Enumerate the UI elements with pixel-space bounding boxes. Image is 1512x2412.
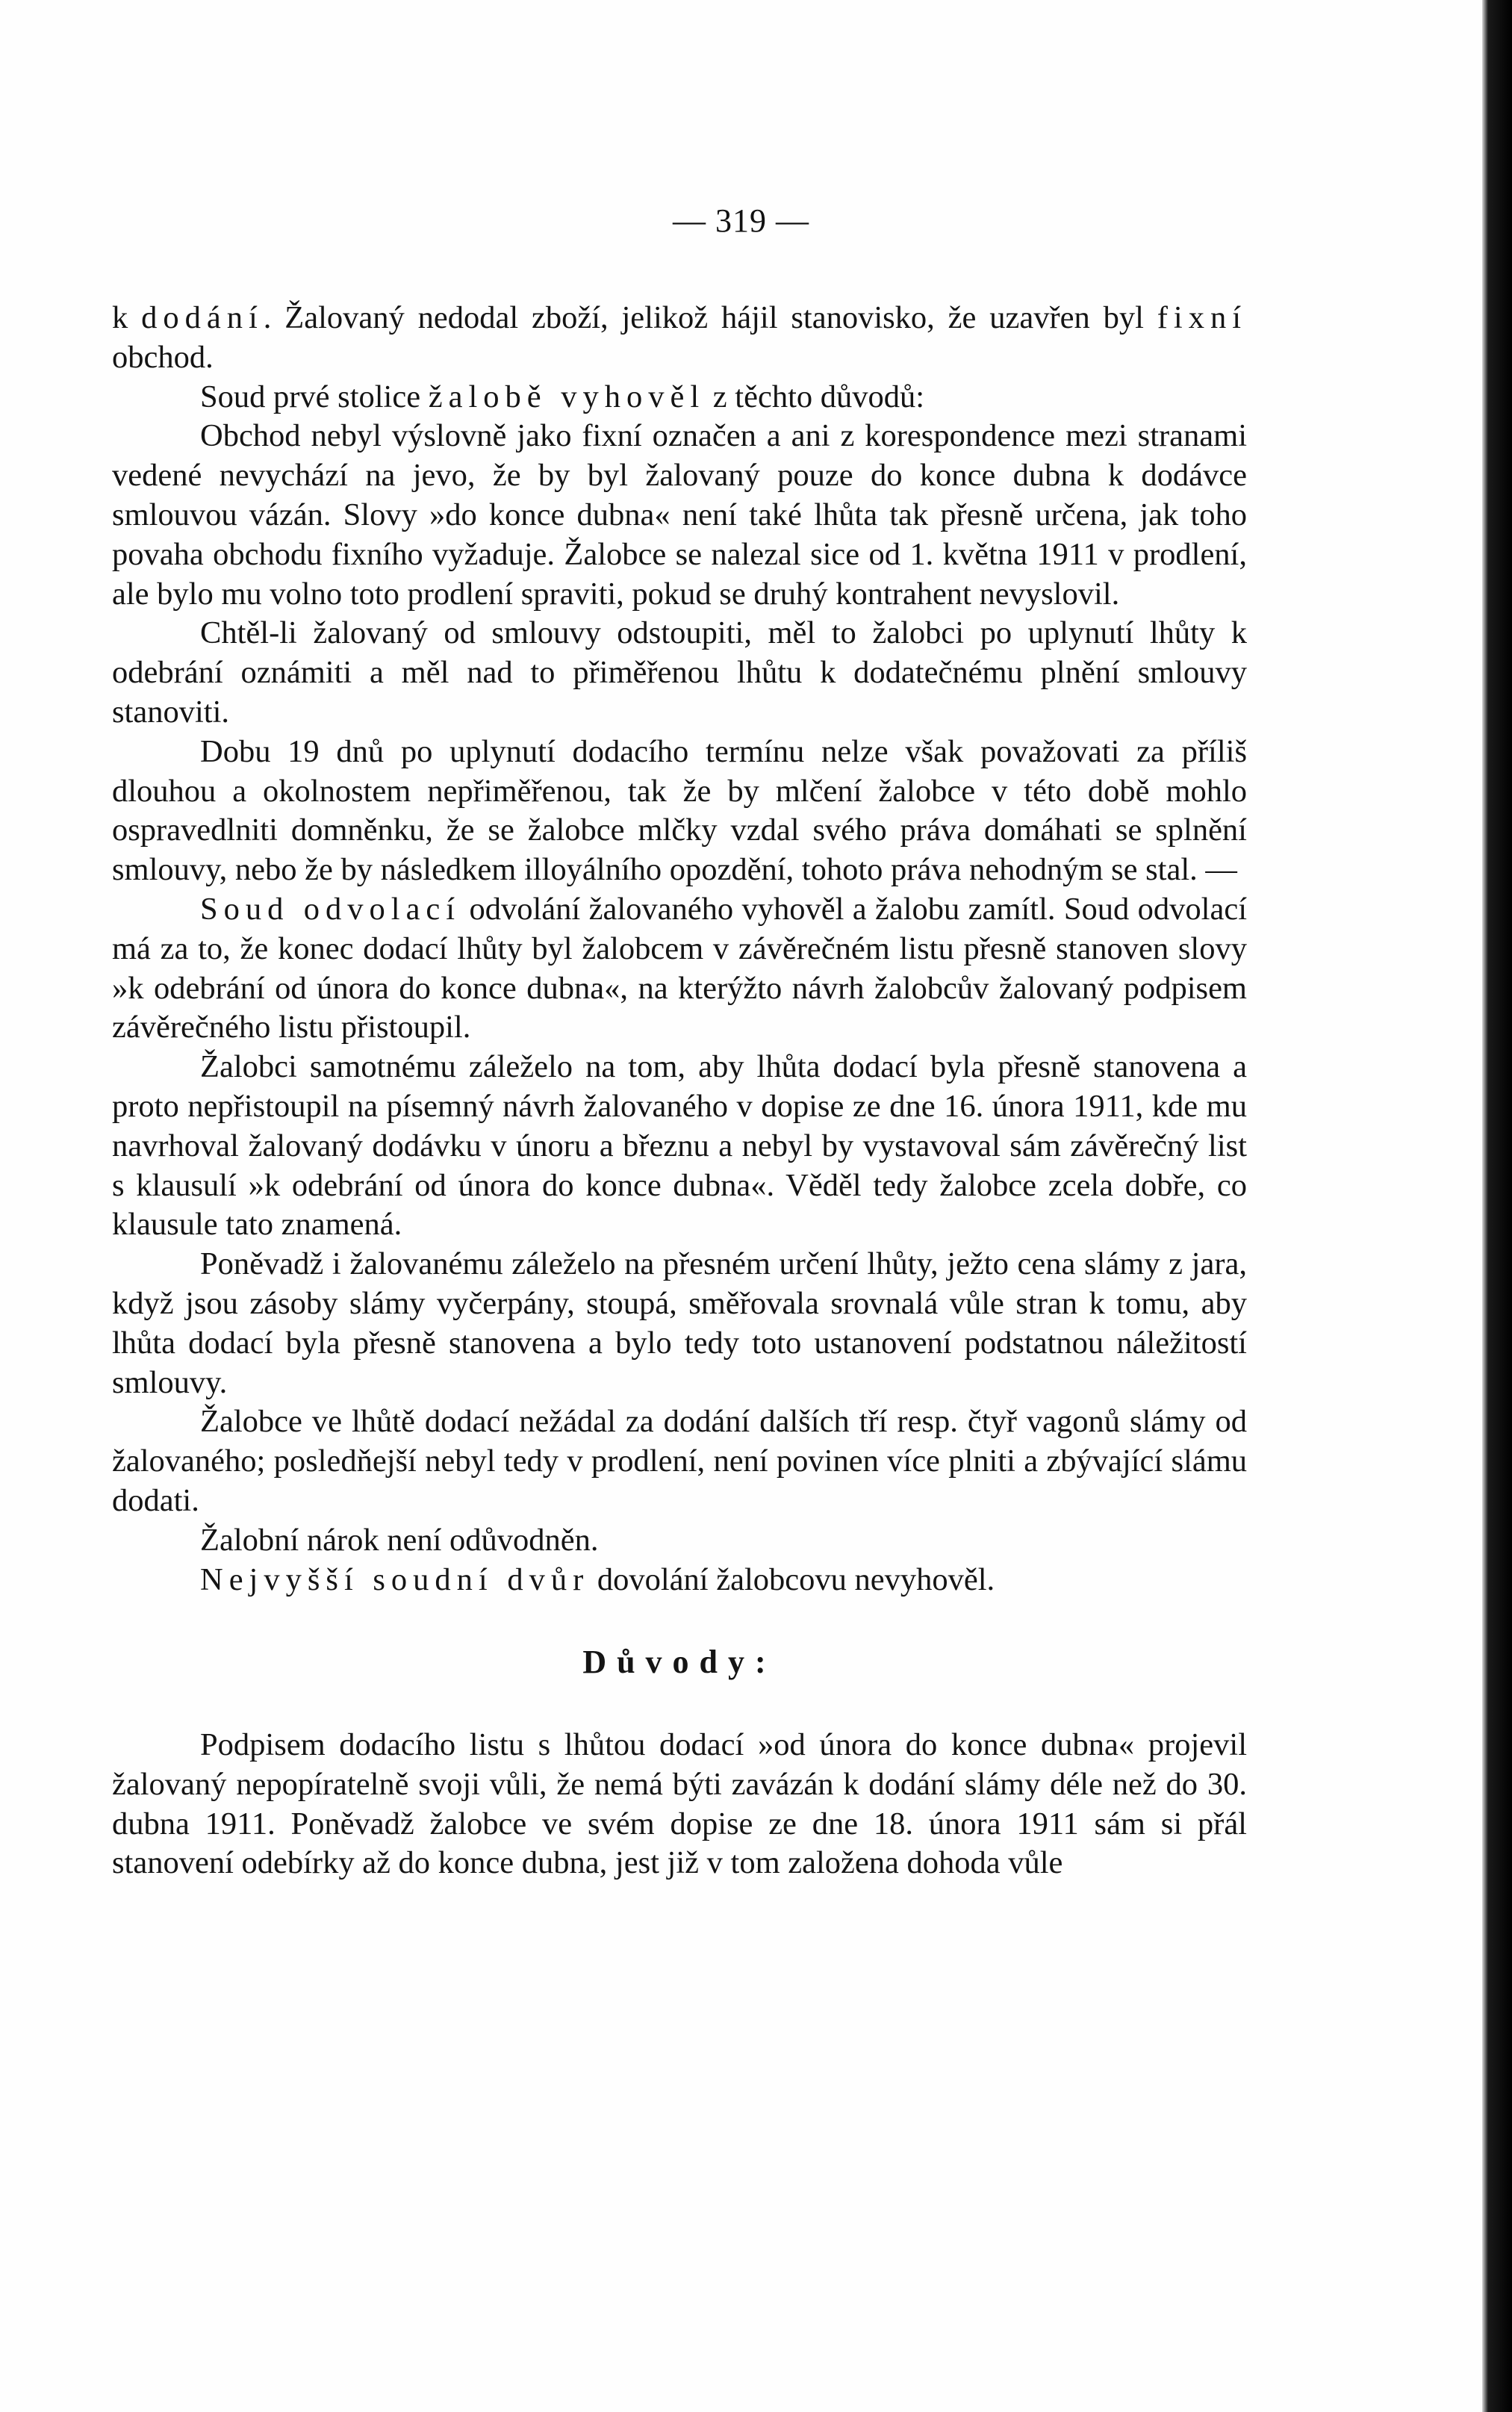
emphasized-text: Soud odvolací <box>200 891 461 927</box>
emphasized-text: dodání <box>141 300 264 335</box>
paragraph-11 <box>112 1561 1247 1600</box>
paragraph-3: Obchod nebyl výslovně jako fixní označen a ani z korespondence mezi stranami vedené nevychází na jevo, že by byl žalovaný pouze do konce dubna k dodávce smlouvou vázán. Slovy »do konce dubna« není také lhůta tak přesně určena, jak toho povaha obchodu fixního vyžaduje. Žalobce se nalezal sice od 1. května 1911 v prodlení, ale bylo mu volno toto prodlení spraviti, pokud se druhý kontrahent nevyslovil. <box>112 418 1247 612</box>
paragraph-6 <box>112 890 1247 1048</box>
paragraph-10: Žalobní nárok není odůvodněn. <box>200 1522 599 1558</box>
paragraph-5: Dobu 19 dnů po uplynutí dodacího termínu nelze však považovati za příliš dlouhou a okolnostem nepřiměřenou, tak že by mlčení žalobce v této době mohlo ospravedlniti domněnku, že se žalobce mlčky vzdal svého práva domáhati se splnění smlouvy, nebo že by následkem illoyálního opozdění, tohoto práva nehodným se stal. — <box>112 733 1247 888</box>
text-run: k <box>112 300 142 335</box>
scan-edge <box>1482 0 1512 2412</box>
paragraph-4: Chtěl-li žalovaný od smlouvy odstoupiti, měl to žalobci po uplynutí lhůty k odebrání oznámiti a měl nad to přiměřenou lhůtu k dodatečnému plnění smlouvy stanoviti. <box>112 615 1247 730</box>
section-heading: Důvody: <box>582 1644 777 1681</box>
paragraph-8: Poněvadž i žalovanému záleželo na přesném určení lhůty, ježto cena slámy z jara, když jsou zásoby slámy vyčerpány, stoupá, směřovala srovnalá vůle stran k tomu, aby lhůta dodací byla přesně stanovena a bylo tedy toto ustanovení podstatnou náležitostí smlouvy. <box>112 1246 1247 1400</box>
text-run: dovolání žalobcovu nevyhověl. <box>589 1561 995 1597</box>
emphasized-text: Nejvyšší soudní dvůr <box>200 1561 590 1597</box>
text-run: odvolání žalovaného vyhověl a žalobu zamítl. Soud odvolací má za to, že konec dodací lhůty byl žalobcem v závěrečném listu přesně stanoven slovy »k odebrání od února do konce dubna«, na kterýžto návrh žalobcův žalovaný podpisem závěrečného listu přistoupil. <box>112 891 1247 1045</box>
text-run: . Žalovaný nedodal zboží, jelikož hájil stanovisko, že uzavřen byl <box>263 300 1157 335</box>
paragraph-2 <box>112 378 1247 417</box>
paragraph-7: Žalobci samotnému záleželo na tom, aby lhůta dodací byla přesně stanovena a proto nepřistoupil na písemný návrh žalovaného v dopise ze dne 16. února 1911, kde mu navrhoval žalovaný dodávku v únoru a březnu a nebyl by vystavoval sám závěrečný list s klausulí »k odebrání od února do konce dubna«. Věděl tedy žalobce zcela dobře, co klausule tato znamená. <box>112 1049 1247 1243</box>
text-run: Soud prvé stolice <box>200 379 429 414</box>
text-run: z těchto důvodů: <box>705 379 925 414</box>
emphasized-text: fixní <box>1157 300 1248 335</box>
paragraph-1 <box>112 299 1247 378</box>
emphasized-text: žalobě vyhověl <box>428 379 706 414</box>
page-number: — 319 — <box>673 202 809 239</box>
paragraph-9: Žalobce ve lhůtě dodací nežádal za dodání dalších tří resp. čtyř vagonů slámy od žalovaného; posledňejší nebyl tedy v prodlení, není povinen více plniti a zbývající slámu dodati. <box>112 1404 1247 1518</box>
body-text <box>112 299 1247 1883</box>
text-run: obchod. <box>112 339 214 375</box>
paragraph-12: Podpisem dodacího listu s lhůtou dodací »od února do konce dubna« projevil žalovaný nepopíratelně svoji vůli, že nemá býti zavázán k dodání slámy déle než do 30. dubna 1911. Poněvadž žalobce ve svém dopise ze dne 18. února 1911 sám si přál stanovení odebírky až do konce dubna, jest již v tom založena dohoda vůle <box>112 1727 1247 1881</box>
